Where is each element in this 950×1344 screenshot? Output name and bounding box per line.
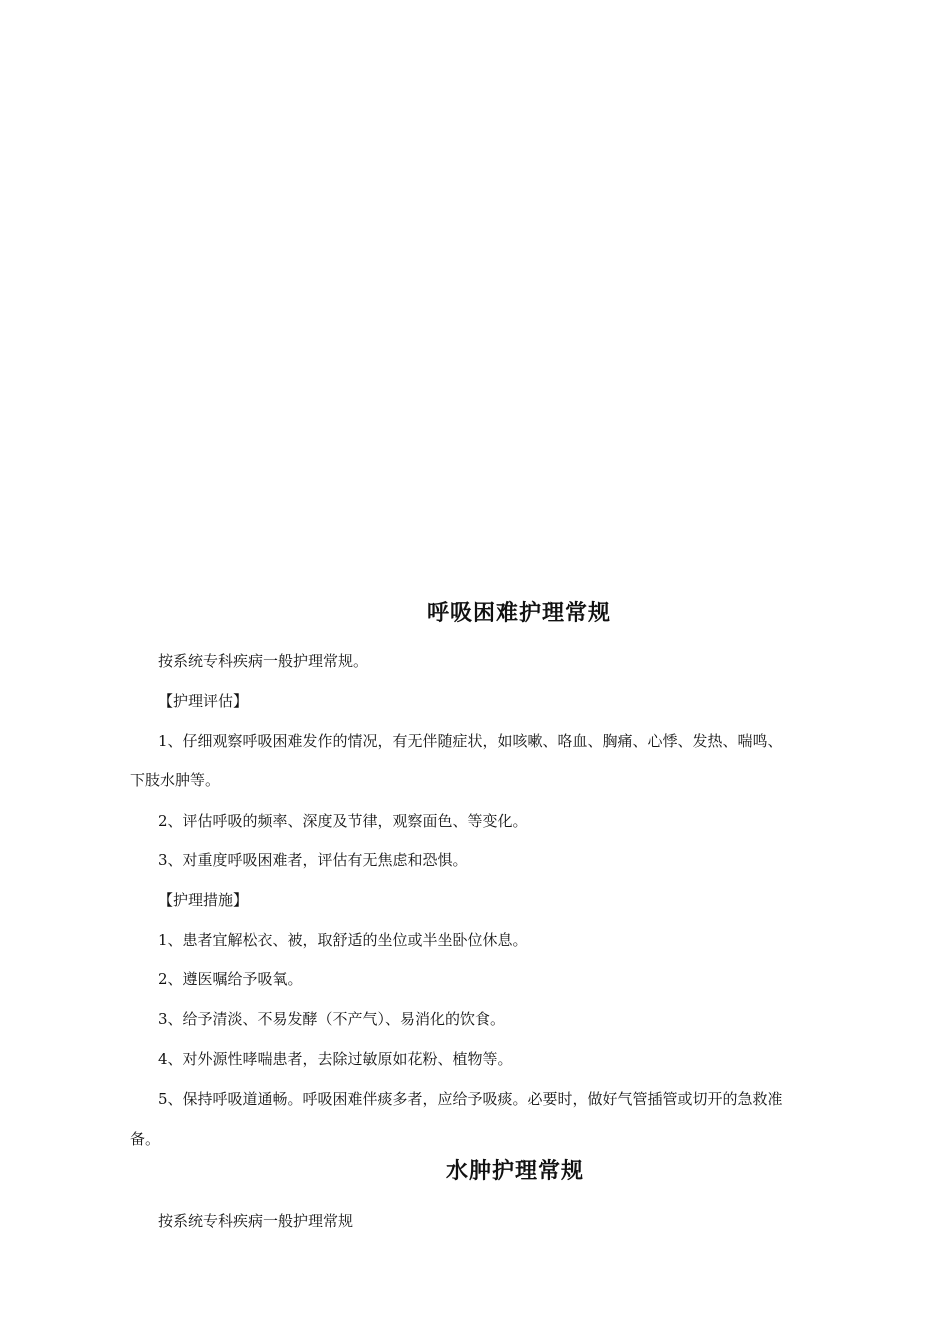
assessment-header: 【护理评估】	[158, 692, 249, 710]
measures-item-continuation: 备。	[130, 1130, 161, 1148]
section-title-edema: 水肿护理常规	[445, 1158, 584, 1184]
assessment-item: 1、仔细观察呼吸困难发作的情况，有无伴随症状，如咳嗽、咯血、胸痛、心悸、发热、喘鸣、	[158, 732, 783, 750]
section-intro: 按系统专科疾病一般护理常规	[158, 1212, 354, 1230]
assessment-item: 2、评估呼吸的频率、深度及节律，观察面色、等变化。	[158, 812, 528, 830]
assessment-item: 3、对重度呼吸困难者，评估有无焦虑和恐惧。	[158, 851, 468, 869]
section-intro: 按系统专科疾病一般护理常规。	[158, 652, 369, 670]
measures-item: 1、患者宜解松衣、被，取舒适的坐位或半坐卧位休息。	[158, 931, 528, 949]
measures-item: 2、遵医嘱给予吸氧。	[158, 970, 303, 988]
assessment-item-continuation: 下肢水肿等。	[130, 771, 221, 789]
measures-item: 5、保持呼吸道通畅。呼吸困难伴痰多者，应给予吸痰。必要时，做好气管插管或切开的急救准	[158, 1090, 783, 1108]
section-title-dyspnea: 呼吸困难护理常规	[426, 600, 611, 626]
measures-item: 4、对外源性哮喘患者，去除过敏原如花粉、植物等。	[158, 1050, 513, 1068]
measures-header: 【护理措施】	[158, 891, 249, 909]
measures-item: 3、给予清淡、不易发酵（不产气）、易消化的饮食。	[158, 1010, 506, 1028]
